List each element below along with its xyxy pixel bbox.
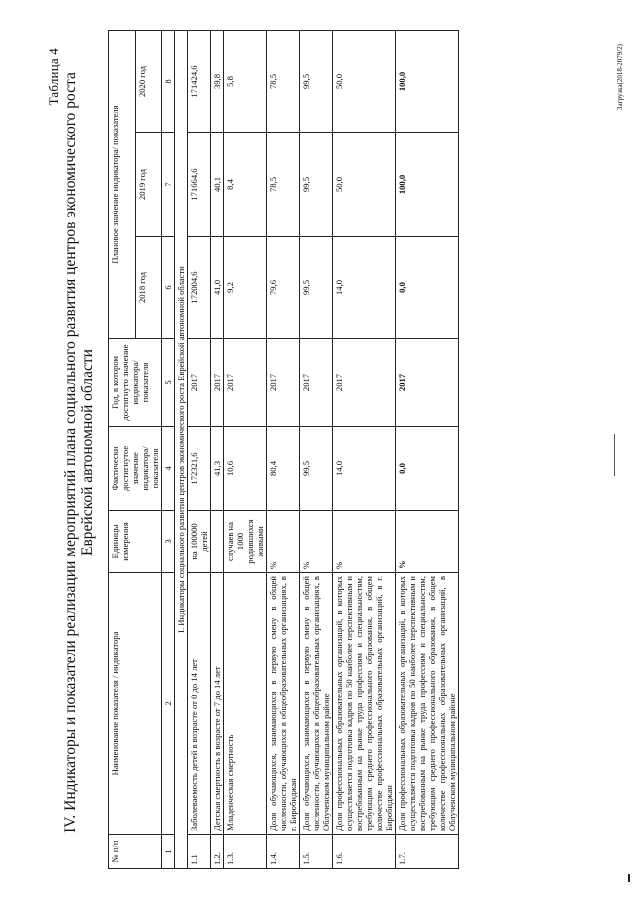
- row-plan-2020: 5,8: [224, 31, 267, 133]
- header-planned: Плановое значение индикатора/ показателя: [109, 31, 136, 339]
- section-row: [175, 31, 188, 869]
- row-number: 1.1: [188, 835, 211, 869]
- row-indicator-name: Детская смертность в возрасте от 7 до 14 лет: [211, 573, 224, 835]
- header-2019: 2019 год: [135, 133, 162, 237]
- header-2018: 2018 год: [135, 237, 162, 339]
- scan-mark: [628, 874, 630, 882]
- row-unit: случаев на 1000 родившихся живыми: [224, 511, 267, 573]
- header-name: Наименование показателя / индикатора: [109, 573, 162, 835]
- row-year: 2017: [224, 339, 267, 427]
- row-plan-2018: 99,5: [300, 237, 333, 339]
- row-unit: %: [267, 511, 300, 573]
- row-number: 1.7.: [396, 835, 459, 869]
- row-year: 2017: [333, 339, 396, 427]
- table-row: [224, 31, 267, 869]
- header-year: Год, в котором достигнуто значение индикатора/ показателя: [109, 339, 162, 427]
- col-number: 7: [162, 133, 175, 237]
- row-number: 1.5.: [300, 835, 333, 869]
- document-title: [62, 40, 96, 865]
- row-plan-2020: 99,5: [300, 31, 333, 133]
- col-number: 2: [162, 573, 175, 835]
- header-row: [109, 31, 136, 869]
- row-year: 2017: [396, 339, 459, 427]
- header-unit: Единицы измерения: [109, 511, 162, 573]
- table-row: [300, 31, 333, 869]
- row-unit: %: [300, 511, 333, 573]
- row-year: 2017: [267, 339, 300, 427]
- row-plan-2018: 9,2: [224, 237, 267, 339]
- col-number: 1: [162, 835, 175, 869]
- table-label: Таблица 4: [46, 48, 61, 106]
- row-indicator-name: Заболеваемость детей в возрасте от 0 до 14 лет: [188, 573, 211, 835]
- row-unit: на 100000 детей: [188, 511, 211, 573]
- row-indicator-name: Младенческая смертность: [224, 573, 267, 835]
- row-number: 1.6.: [333, 835, 396, 869]
- row-actual-value: 80,4: [267, 427, 300, 511]
- row-indicator-name: Доля профессиональных образовательных организаций, в которых осуществляется подготовка кадров по 50 наиболее перспективным и востребованным на рынке труда профессиям и специальностям, требующим среднего профессионального образования, в общем количестве профессиональных образовательных организаций, в Облученском муниципальном районе: [396, 573, 459, 835]
- row-plan-2018: 14,0: [333, 237, 396, 339]
- row-plan-2020: 39,8: [211, 31, 224, 133]
- row-plan-2019: 78,5: [267, 133, 300, 237]
- header-num: № п/п: [109, 835, 162, 869]
- col-number: 4: [162, 427, 175, 511]
- row-actual-value: 41,3: [211, 427, 224, 511]
- row-plan-2019: 100,0: [396, 133, 459, 237]
- section-title: I. Индикаторы социального развития центров экономического роста Еврейской автономной области: [175, 31, 188, 869]
- row-plan-2020: 78,5: [267, 31, 300, 133]
- row-actual-value: 14,0: [333, 427, 396, 511]
- row-actual-value: 99,5: [300, 427, 333, 511]
- indicators-table: [108, 30, 459, 869]
- row-plan-2020: 100,0: [396, 31, 459, 133]
- row-plan-2018: 79,6: [267, 237, 300, 339]
- row-plan-2019: 171664,6: [188, 133, 211, 237]
- table-row: [188, 31, 211, 869]
- row-year: 2017: [211, 339, 224, 427]
- row-actual-value: 0,0: [396, 427, 459, 511]
- footer-note: Загрузка(2018-2079/2): [616, 44, 624, 110]
- col-number: 6: [162, 237, 175, 339]
- table-row: [396, 31, 459, 869]
- row-plan-2018: 172004,6: [188, 237, 211, 339]
- row-number: 1.3.: [224, 835, 267, 869]
- header-actual: Фактически достигнутое значение индикатора/ показателя: [109, 427, 162, 511]
- table-row: [211, 31, 224, 869]
- row-actual-value: 172321,6: [188, 427, 211, 511]
- row-year: 2017: [300, 339, 333, 427]
- col-number: 8: [162, 31, 175, 133]
- row-actual-value: 10,6: [224, 427, 267, 511]
- row-plan-2018: 41,0: [211, 237, 224, 339]
- col-number: 3: [162, 511, 175, 573]
- row-indicator-name: Доля обучающихся, занимающихся в первую смену в общей численности, обучающихся в общеобразовательных организациях, в г. Биробиджан: [267, 573, 300, 835]
- row-number: 1.4.: [267, 835, 300, 869]
- col-number: 5: [162, 339, 175, 427]
- header-2020: 2020 год: [135, 31, 162, 133]
- column-numbers-row: [162, 31, 175, 869]
- title-line-1: IV. Индикаторы и показатели реализации мероприятий плана социального развития центров экономического роста: [62, 72, 79, 833]
- row-plan-2019: 50,0: [333, 133, 396, 237]
- row-plan-2019: 8,4: [224, 133, 267, 237]
- row-plan-2019: 99,5: [300, 133, 333, 237]
- row-plan-2020: 171424,6: [188, 31, 211, 133]
- row-indicator-name: Доля профессиональных образовательных организаций, в которых осуществляется подготовка кадров по 50 наиболее перспективным и востребованным на рынке труда профессиям и специальностям, требующим среднего профессионального образования, в общем количестве профессиональных образовательных организаций, в г. Биробиджан: [333, 573, 396, 835]
- row-indicator-name: Доля обучающихся, занимающихся в первую смену в общей численности, обучающихся в общеобразовательных организациях, в Облученском муниципальном районе: [300, 573, 333, 835]
- row-unit: [211, 511, 224, 573]
- row-unit: %: [333, 511, 396, 573]
- title-line-2: Еврейской автономной области: [79, 349, 96, 556]
- row-number: 1.2.: [211, 835, 224, 869]
- table-row: [267, 31, 300, 869]
- row-plan-2020: 50,0: [333, 31, 396, 133]
- table-row: [333, 31, 396, 869]
- row-plan-2019: 40,1: [211, 133, 224, 237]
- row-year: 2017: [188, 339, 211, 427]
- row-plan-2018: 0,0: [396, 237, 459, 339]
- row-unit: %: [396, 511, 459, 573]
- scan-mark: [614, 434, 615, 476]
